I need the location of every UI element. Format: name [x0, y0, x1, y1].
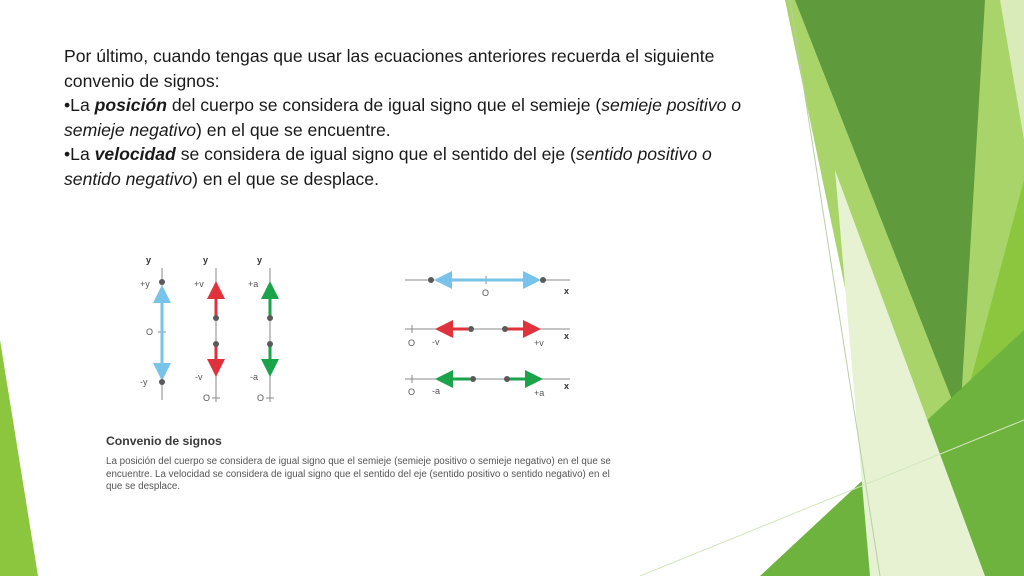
plus-v-label: +v [534, 338, 544, 348]
bullet-tail: ) en el que se encuentre. [196, 119, 391, 140]
origin-label: O [203, 393, 211, 403]
bullet-mid: se considera de igual signo que el sentido del eje ( [175, 144, 576, 165]
minus-v-label: -v [432, 337, 440, 347]
bullet-italic: sentido positivo o sentido negativo [64, 144, 712, 189]
keyword-posicion: posición [94, 95, 167, 116]
vertical-axis-position [140, 255, 166, 400]
bullet-lead: La [70, 144, 95, 165]
minus-a-label: -a [432, 386, 441, 396]
caption-title: Convenio de signos [106, 434, 222, 448]
axis-label-x: x [564, 286, 570, 296]
slide-text [64, 44, 744, 192]
horizontal-axis-acceleration [405, 375, 570, 398]
plus-y-label: +y [140, 279, 150, 289]
bullet-lead: La [70, 95, 95, 116]
velocity-dot-top [213, 315, 219, 321]
axis-label-x: x [564, 331, 570, 341]
position-dot-top [159, 279, 165, 285]
origin-label: O [408, 387, 416, 397]
vertical-axis-acceleration [248, 255, 274, 403]
intro-paragraph: Por último, cuando tengas que usar las ecuaciones anteriores recuerda el siguiente convenio de signos: [64, 46, 715, 91]
keyword-velocidad: velocidad [94, 144, 176, 165]
bullet-mid: del cuerpo se considera de igual signo que el semieje ( [166, 95, 602, 116]
velocity-dot-bottom [213, 341, 219, 347]
horizontal-axis-velocity [405, 325, 570, 348]
axis-label-y: y [257, 255, 263, 265]
axis-label-x: x [564, 381, 570, 391]
plus-a-label: +a [248, 279, 259, 289]
bullet-italic: semieje positivo o semieje negativo [64, 95, 742, 140]
origin-label: O [482, 288, 490, 298]
position-dot-right [540, 277, 546, 283]
bullet-mark: • [64, 95, 71, 116]
bullet-position [64, 93, 744, 142]
bullet-velocity [64, 142, 744, 191]
bullet-tail: ) en el que se desplace. [192, 168, 379, 189]
plus-v-label: +v [194, 279, 204, 289]
horizontal-axis-position [405, 276, 570, 298]
green-left-wedge [0, 340, 38, 576]
velocity-dot-right [502, 326, 508, 332]
minus-y-label: -y [140, 377, 148, 387]
axis-label-y: y [146, 255, 152, 265]
position-dot-left [428, 277, 434, 283]
acceleration-dot-left [470, 376, 476, 382]
origin-label: O [408, 338, 416, 348]
vertical-axis-velocity [194, 255, 220, 403]
origin-label: O [146, 327, 154, 337]
plus-a-label: +a [534, 388, 545, 398]
sign-convention-diagram [120, 240, 600, 420]
diagram-caption [106, 434, 626, 494]
minus-v-label: -v [195, 372, 203, 382]
minus-a-label: -a [250, 372, 259, 382]
caption-body: La posición del cuerpo se considera de igual signo que el semieje (semieje positivo o semieje negativo) en el que se encuentre. La velocidad se considera de igual signo que el sentido del eje (sentido positivo o sentido negativo) en el que se desplace. [106, 456, 611, 493]
axis-label-y: y [203, 255, 209, 265]
acceleration-dot-right [504, 376, 510, 382]
bullet-mark: • [64, 144, 71, 165]
position-dot-bottom [159, 379, 165, 385]
origin-label: O [257, 393, 265, 403]
acceleration-dot-top [267, 315, 273, 321]
acceleration-dot-bottom [267, 341, 273, 347]
velocity-dot-left [468, 326, 474, 332]
